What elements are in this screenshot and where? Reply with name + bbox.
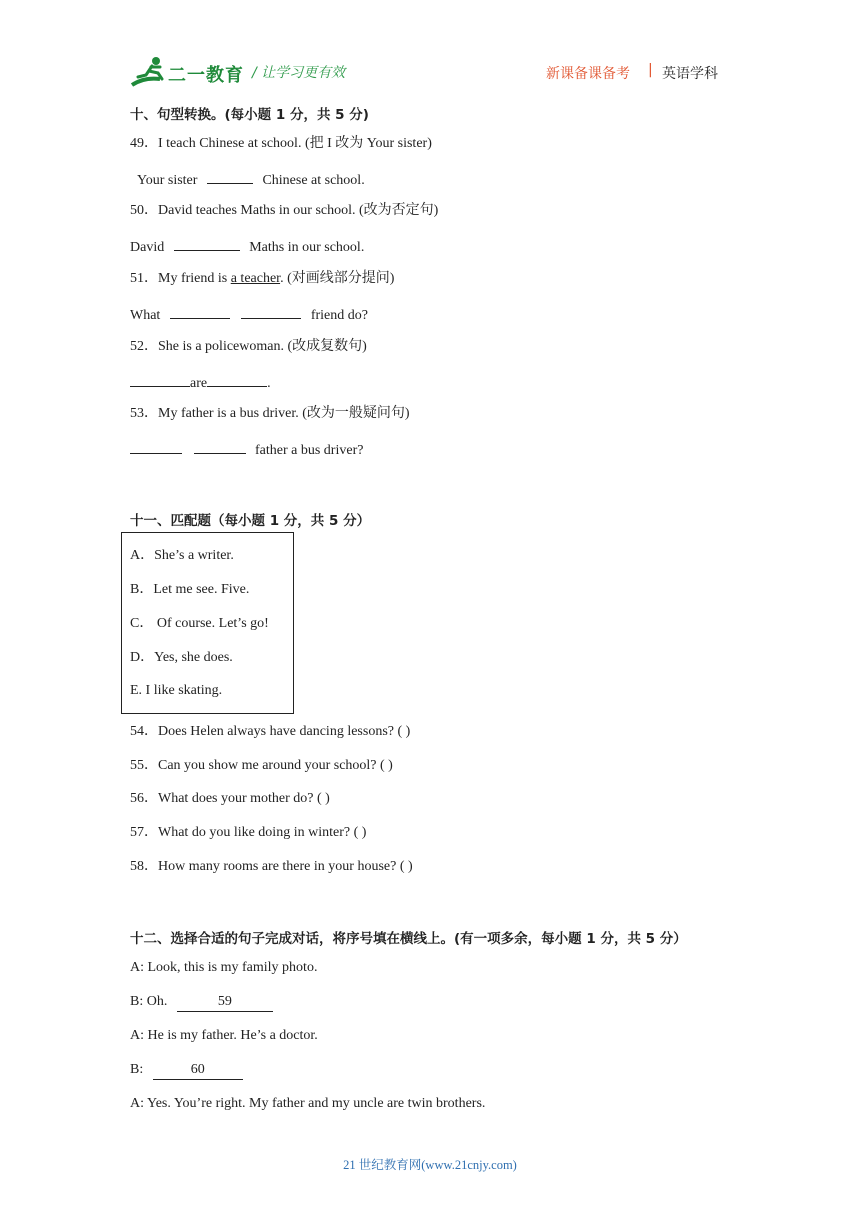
q52-blank-2[interactable]	[207, 372, 267, 387]
q53-prompt: 53．My father is a bus driver. (改为一般疑问句)	[130, 406, 410, 421]
q53-answer-line	[130, 439, 363, 460]
q49-answer-post: Chinese at school.	[262, 173, 365, 188]
q50-answer-pre: David	[130, 240, 165, 255]
header-subject: 英语学科	[662, 66, 718, 82]
dialog-line-1: A: Look, this is my family photo.	[130, 960, 318, 975]
header-slogan: / 让学习更有效	[252, 65, 346, 81]
q52-answer-post: .	[267, 376, 271, 391]
runner-logo-icon	[130, 55, 170, 89]
header-label: 新课备课备考	[546, 66, 630, 82]
header-separator: |	[648, 62, 653, 78]
q52-answer-line	[130, 372, 271, 393]
q51-answer-pre: What	[130, 308, 161, 323]
q49-answer-pre: Your sister	[137, 173, 198, 188]
q50-prompt: 50．David teaches Maths in our school. (改为否定句)	[130, 203, 439, 218]
dialog-line-5: A: Yes. You’re right. My father and my uncle are twin brothers.	[130, 1096, 486, 1111]
page-header	[0, 0, 860, 100]
q49-answer-line	[137, 169, 365, 190]
q49-prompt: 49．I teach Chinese at school. (把 I 改为 Your sister)	[130, 136, 432, 151]
logo	[130, 55, 245, 90]
q53-blank-1[interactable]	[130, 439, 182, 454]
q51-prompt-post: . (对画线部分提问)	[280, 271, 395, 286]
q51-prompt-pre: 51．My friend is	[130, 271, 231, 286]
q51-blank-1[interactable]	[170, 304, 230, 319]
q52-answer-mid: are	[190, 376, 208, 391]
dialog-line-3: A: He is my father. He’s a doctor.	[130, 1028, 318, 1043]
q51-underlined-phrase: a teacher	[230, 271, 281, 286]
q51-blank-2[interactable]	[241, 304, 301, 319]
q50-blank[interactable]	[174, 236, 240, 251]
q50-answer-post: Maths in our school.	[249, 240, 365, 255]
q51-answer-post: friend do?	[310, 308, 368, 323]
option-d: D．Yes, she does.	[130, 650, 233, 665]
q51-answer-line	[130, 304, 368, 325]
dialog-line-4-speaker: B:	[130, 1062, 144, 1077]
q53-answer-post: father a bus driver?	[255, 443, 364, 458]
option-c: C． Of course. Let’s go!	[130, 616, 269, 631]
q58: 58．How many rooms are there in your house? ( )	[130, 859, 413, 874]
q50-answer-line	[130, 236, 364, 257]
dialog-line-4	[130, 1061, 243, 1080]
q49-blank[interactable]	[207, 169, 253, 184]
q57: 57．What do you like doing in winter? ( )	[130, 825, 367, 840]
section-12-title: 十二、选择合适的句子完成对话，将序号填在横线上。(有一项多余，每小题 1 分，共 5 分）	[130, 931, 687, 947]
q52-prompt: 52．She is a policewoman. (改成复数句)	[130, 339, 367, 354]
dialog-line-2	[130, 993, 273, 1012]
q53-blank-2[interactable]	[194, 439, 246, 454]
blank-59[interactable]: 59	[177, 993, 273, 1012]
dialog-line-2-speaker: B: Oh.	[130, 994, 168, 1009]
option-a: A．She’s a writer.	[130, 548, 234, 563]
q52-blank-1[interactable]	[130, 372, 190, 387]
option-e: E. I like skating.	[130, 683, 223, 698]
option-b: B．Let me see. Five.	[130, 582, 250, 597]
q56: 56．What does your mother do? ( )	[130, 791, 330, 806]
section-10-title: 十、句型转换。(每小题 1 分，共 5 分)	[130, 107, 369, 123]
q55: 55．Can you show me around your school? ( )	[130, 758, 393, 773]
q51-prompt	[130, 270, 394, 288]
logo-text: 二一教育	[168, 65, 244, 86]
q54: 54．Does Helen always have dancing lessons? ( )	[130, 724, 411, 739]
section-11-title: 十一、匹配题（每小题 1 分，共 5 分）	[130, 513, 371, 529]
page-footer: 21 世纪教育网(www.21cnjy.com)	[343, 1158, 517, 1172]
blank-60[interactable]: 60	[153, 1061, 243, 1080]
